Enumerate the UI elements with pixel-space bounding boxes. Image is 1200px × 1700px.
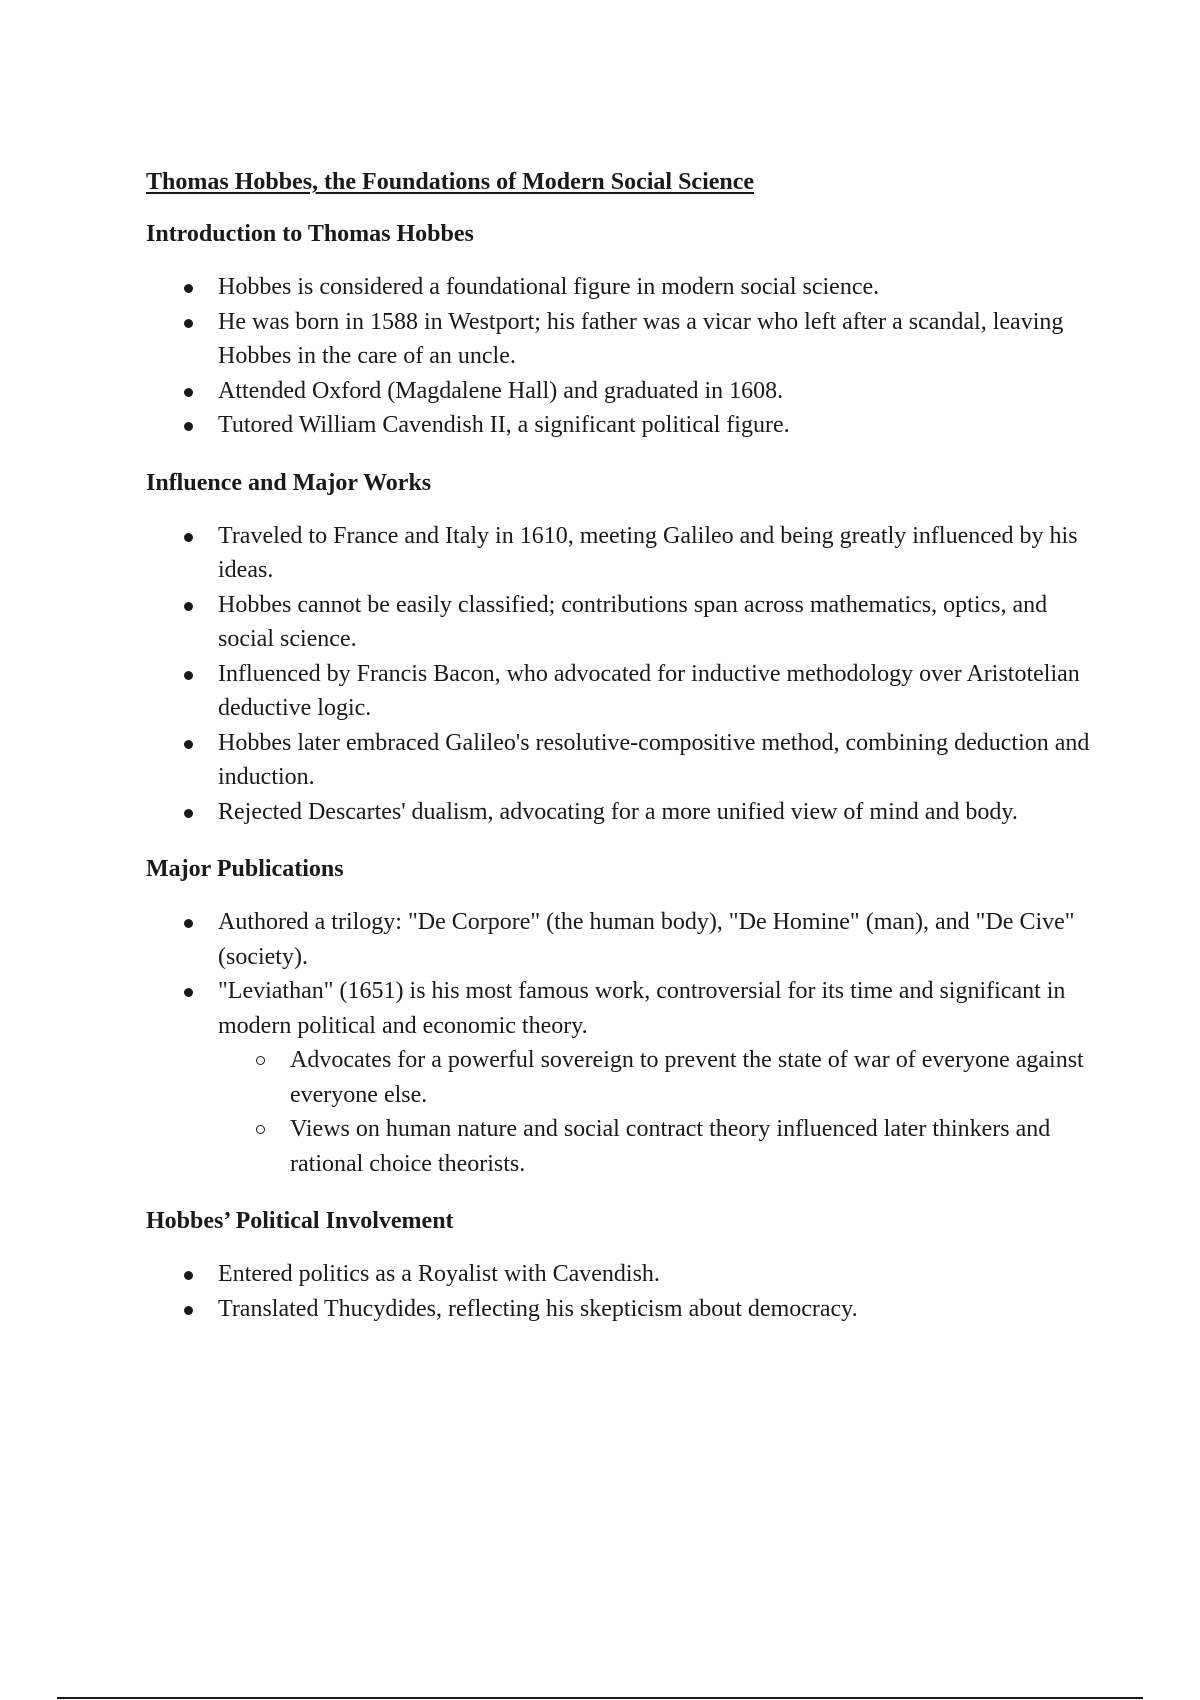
list-item-text: Hobbes cannot be easily classified; contributions span across mathematics, optics, and social science. — [218, 591, 1048, 652]
bullet-dot-icon — [184, 284, 193, 293]
list-item-text: He was born in 1588 in Westport; his father was a vicar who left after a scandal, leaving Hobbes in the care of an uncle. — [218, 308, 1064, 369]
list-item — [146, 588, 1096, 657]
bullet-dot-icon — [184, 1271, 193, 1280]
bullet-dot-icon — [184, 388, 193, 397]
document-title: Thomas Hobbes, the Foundations of Modern Social Science — [146, 169, 755, 195]
sub-list-item-text: Advocates for a powerful sovereign to prevent the state of war of everyone against everyone else. — [290, 1047, 1084, 1108]
list-item-text: Traveled to France and Italy in 1610, meeting Galileo and being greatly influenced by his ideas. — [218, 522, 1078, 583]
bullet-dot-icon — [184, 671, 193, 680]
list-item — [146, 408, 1096, 443]
bullet-dot-icon — [184, 988, 193, 997]
hollow-bullet-icon — [256, 1125, 265, 1134]
list-item — [146, 519, 1096, 588]
list-item-text: Tutored William Cavendish II, a significant political figure. — [218, 412, 790, 438]
bullet-dot-icon — [184, 1306, 193, 1315]
bullet-list-influence — [146, 519, 1096, 830]
section-heading-publications: Major Publications — [146, 856, 344, 882]
list-item-text: Hobbes later embraced Galileo's resolutive-compositive method, combining deduction and induction. — [218, 729, 1090, 790]
bullet-dot-icon — [184, 809, 193, 818]
bullet-dot-icon — [184, 740, 193, 749]
bullet-dot-icon — [184, 422, 193, 431]
sub-list-item — [218, 1043, 1096, 1112]
list-item-text: Translated Thucydides, reflecting his skepticism about democracy. — [218, 1295, 858, 1322]
list-item — [146, 726, 1096, 795]
list-item — [146, 374, 1096, 409]
sub-list-item-text: Views on human nature and social contract theory influenced later thinkers and rational choice theorists. — [290, 1116, 1051, 1177]
list-item-text: "Leviathan" (1651) is his most famous work, controversial for its time and significant in modern political and economic theory. — [218, 978, 1066, 1039]
list-item-text: Attended Oxford (Magdalene Hall) and graduated in 1608. — [218, 377, 784, 404]
sub-list-item — [218, 1112, 1096, 1181]
hollow-bullet-icon — [256, 1056, 265, 1065]
list-item — [146, 1257, 1096, 1292]
bullet-dot-icon — [184, 319, 193, 328]
list-item — [146, 974, 1096, 1181]
list-item — [146, 905, 1096, 974]
list-item — [146, 305, 1096, 374]
list-item — [146, 657, 1096, 726]
list-item — [146, 1292, 1096, 1327]
list-item-text: Hobbes is considered a foundational figure in modern social science. — [218, 274, 880, 300]
sub-bullet-list-leviathan — [218, 1043, 1096, 1181]
section-heading-influence: Influence and Major Works — [146, 469, 432, 496]
list-item-text: Rejected Descartes' dualism, advocating for a more unified view of mind and body. — [218, 798, 1018, 825]
document-page — [146, 168, 1096, 1352]
bullet-dot-icon — [184, 533, 193, 542]
bullet-dot-icon — [184, 602, 193, 611]
bullet-list-introduction — [146, 270, 1096, 443]
bullet-list-political-involvement — [146, 1257, 1096, 1326]
bullet-list-publications — [146, 905, 1096, 1181]
list-item — [146, 270, 1096, 305]
section-heading-political-involvement: Hobbes’ Political Involvement — [146, 1208, 454, 1234]
section-heading-introduction: Introduction to Thomas Hobbes — [146, 221, 474, 247]
list-item-text: Influenced by Francis Bacon, who advocated for inductive methodology over Aristotelian deductive logic. — [218, 660, 1080, 721]
list-item-text: Authored a trilogy: "De Corpore" (the human body), "De Homine" (man), and "De Cive" (society). — [218, 909, 1075, 970]
list-item — [146, 795, 1096, 830]
footer-divider — [57, 1697, 1143, 1699]
bullet-dot-icon — [184, 919, 193, 928]
list-item-text: Entered politics as a Royalist with Cavendish. — [218, 1261, 660, 1287]
